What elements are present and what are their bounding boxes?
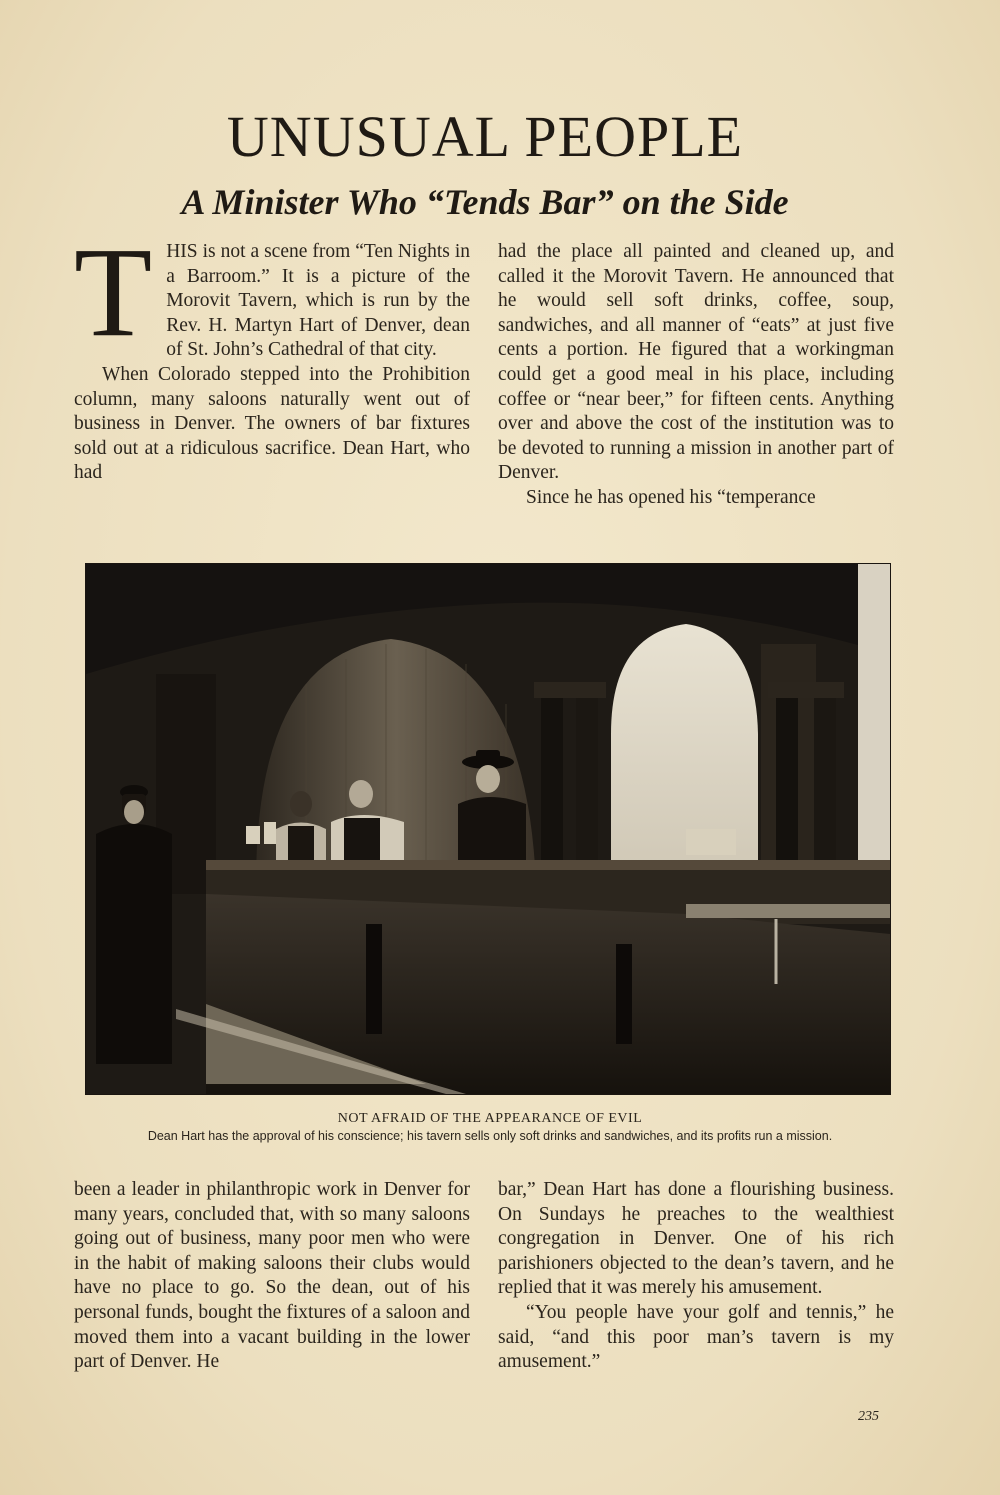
column-bottom-right: [498, 1178, 894, 1375]
paragraph-quote: “You people have your golf and tennis,” he said, “and this poor man’s tavern is my amusement.”: [498, 1301, 894, 1373]
paragraph-opening: [74, 221, 470, 363]
photo-caption-text: Dean Hart has the approval of his conscience; his tavern sells only soft drinks and sandwiches, and its profits run a mission.: [147, 1129, 833, 1143]
column-top-left: [74, 221, 470, 486]
paragraph-prohibition: When Colorado stepped into the Prohibition column, many saloons naturally went out of business in Denver. The owners of bar fixtures sold out at a ridiculous sacrifice. Dean Hart, who had: [74, 363, 470, 484]
page-number: 235: [858, 1409, 879, 1424]
photo-caption-title: NOT AFRAID OF THE APPEARANCE OF EVIL: [337, 1111, 643, 1126]
barroom-illustration: [86, 564, 890, 1094]
paragraph-temperance: Since he has opened his “temperance: [526, 486, 816, 508]
subheadline: A Minister Who “Tends Bar” on the Side: [181, 182, 789, 222]
column-top-right: [498, 240, 894, 511]
paragraph-philanthropy: been a leader in philanthropic work in Denver for many years, concluded that, with so many saloons going out of business, many poor men who were in the habit of making saloons their clubs would have no place to go. So the dean, out of his personal funds, bought the fixtures of a saloon and moved them into a vacant building in the lower part of Denver. He: [74, 1179, 470, 1373]
opening-text: HIS is not a scene from “Ten Nights in a Barroom.” It is a picture of the Morovit Tavern, which is run by the Rev. H. Martyn Hart of Denver, dean of St. John’s Cathedral of that city.: [166, 241, 470, 361]
tavern-photograph: [85, 563, 891, 1095]
column-bottom-left: [74, 1178, 470, 1375]
paragraph-business: bar,” Dean Hart has done a flourishing business. On Sundays he preaches to the wealthiest congregation in Denver. One of his rich parishioners objected to the dean’s tavern, and he replied that it was merely his amusement.: [498, 1179, 894, 1299]
drop-cap: T: [74, 221, 153, 363]
paragraph-tavern: had the place all painted and cleaned up, and called it the Morovit Tavern. He announced that he would sell soft drinks, coffee, soup, sandwiches, and all manner of “eats” at just five cents a portion. He figured that a workingman could get a good meal in his place, including coffee or “near beer,” for fifteen cents. Anything over and above the cost of the institution was to be devoted to running a mission in another part of Denver.: [498, 241, 894, 484]
headline: UNUSUAL PEOPLE: [226, 104, 744, 169]
